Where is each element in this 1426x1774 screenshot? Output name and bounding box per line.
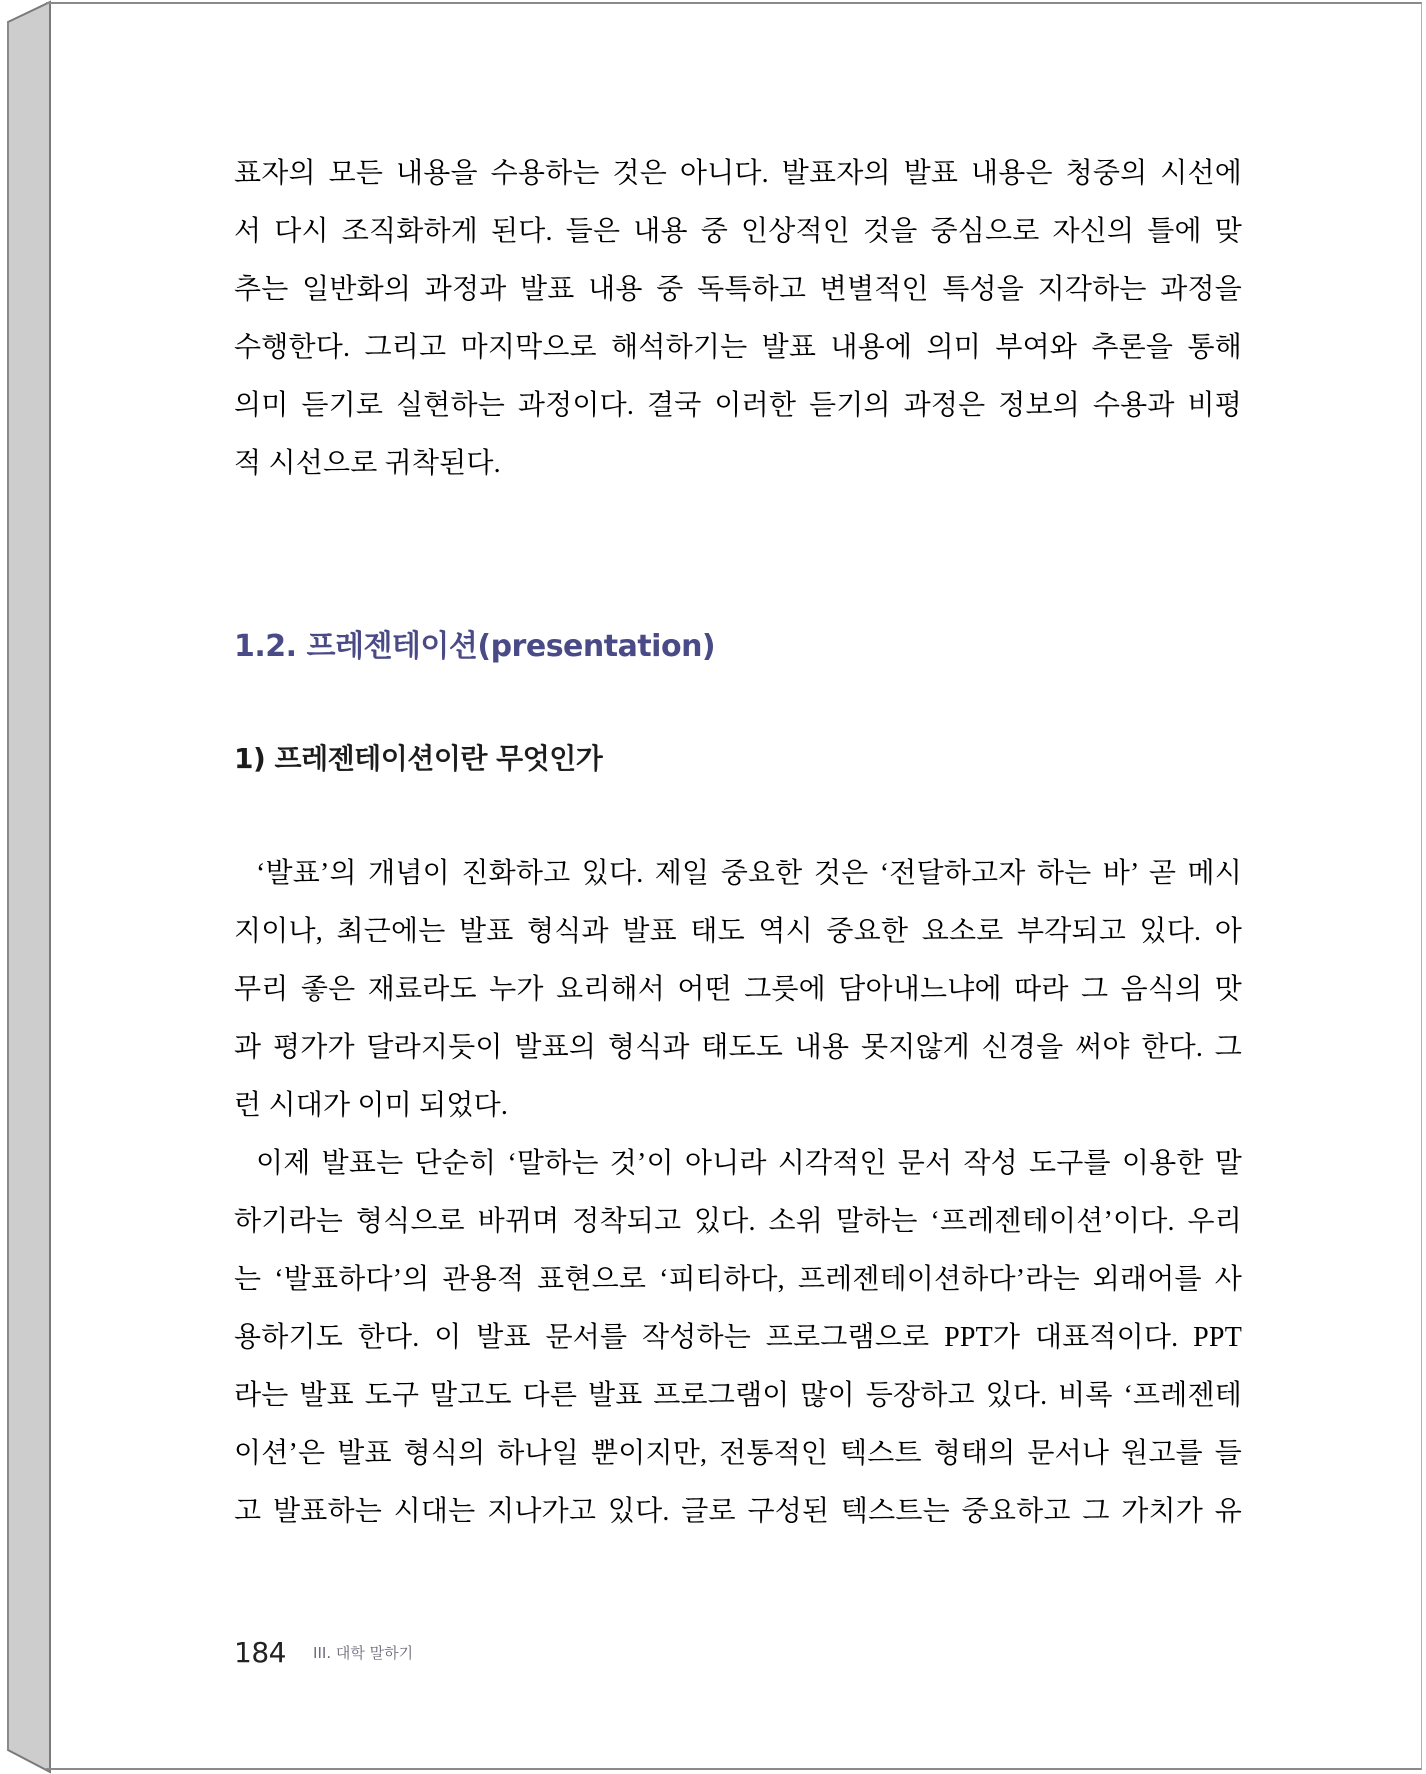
page-number: 184 <box>234 1636 286 1669</box>
text-line: 이션’은 발표 형식의 하나일 뿐이지만, 전통적인 텍스트 형태의 문서나 원고를 들 <box>234 1438 1242 1469</box>
text-line: 런 시대가 이미 되었다. <box>234 1090 509 1121</box>
paragraph-3 <box>234 1135 1242 1541</box>
text-line: 고 발표하는 시대는 지나가고 있다. 글로 구성된 텍스트는 중요하고 그 가치가 유 <box>234 1496 1242 1527</box>
text-line: 용하기도 한다. 이 발표 문서를 작성하는 프로그램으로 PPT가 대표적이다. PPT <box>234 1322 1242 1353</box>
text-line: 서 다시 조직화하게 된다. 들은 내용 중 인상적인 것을 중심으로 자신의 틀에 맞 <box>234 216 1242 247</box>
running-head: III. 대학 말하기 <box>313 1644 414 1662</box>
text-line: 지이나, 최근에는 발표 형식과 발표 태도 역시 중요한 요소로 부각되고 있다. 아 <box>234 916 1242 947</box>
text-line: 적 시선으로 귀착된다. <box>234 448 501 479</box>
text-line: 의미 듣기로 실현하는 과정이다. 결국 이러한 듣기의 과정은 정보의 수용과 비평 <box>234 390 1242 421</box>
text-line: ‘발표’의 개념이 진화하고 있다. 제일 중요한 것은 ‘전달하고자 하는 바’ 곧 메시 <box>256 858 1242 889</box>
text-line: 과 평가가 달라지듯이 발표의 형식과 태도도 내용 못지않게 신경을 써야 한다. 그 <box>234 1032 1242 1063</box>
text-line: 무리 좋은 재료라도 누가 요리해서 어떤 그릇에 담아내느냐에 따라 그 음식의 맛 <box>234 974 1242 1005</box>
paragraph-1 <box>234 145 1242 493</box>
text-line: 이제 발표는 단순히 ‘말하는 것’이 아니라 시각적인 문서 작성 도구를 이용한 말 <box>256 1148 1242 1179</box>
subsection-heading: 1) 프레젠테이션이란 무엇인가 <box>234 742 603 775</box>
text-line: 라는 발표 도구 말고도 다른 발표 프로그램이 많이 등장하고 있다. 비록 ‘프레젠테 <box>234 1380 1242 1411</box>
text-line: 수행한다. 그리고 마지막으로 해석하기는 발표 내용에 의미 부여와 추론을 통해 <box>234 332 1242 363</box>
text-line: 하기라는 형식으로 바뀌며 정착되고 있다. 소위 말하는 ‘프레젠테이션’이다. 우리 <box>234 1206 1242 1237</box>
section-heading: 1.2. 프레젠테이션(presentation) <box>234 629 716 664</box>
text-line: 표자의 모든 내용을 수용하는 것은 아니다. 발표자의 발표 내용은 청중의 시선에 <box>234 158 1242 189</box>
body-text <box>234 845 1242 1541</box>
paragraph-2 <box>234 845 1242 1135</box>
page-footer <box>234 1636 413 1669</box>
text-line: 추는 일반화의 과정과 발표 내용 중 독특하고 변별적인 특성을 지각하는 과정을 <box>234 274 1242 305</box>
text-line: 는 ‘발표하다’의 관용적 표현으로 ‘피티하다, 프레젠테이션하다’라는 외래어를 사 <box>234 1264 1242 1295</box>
